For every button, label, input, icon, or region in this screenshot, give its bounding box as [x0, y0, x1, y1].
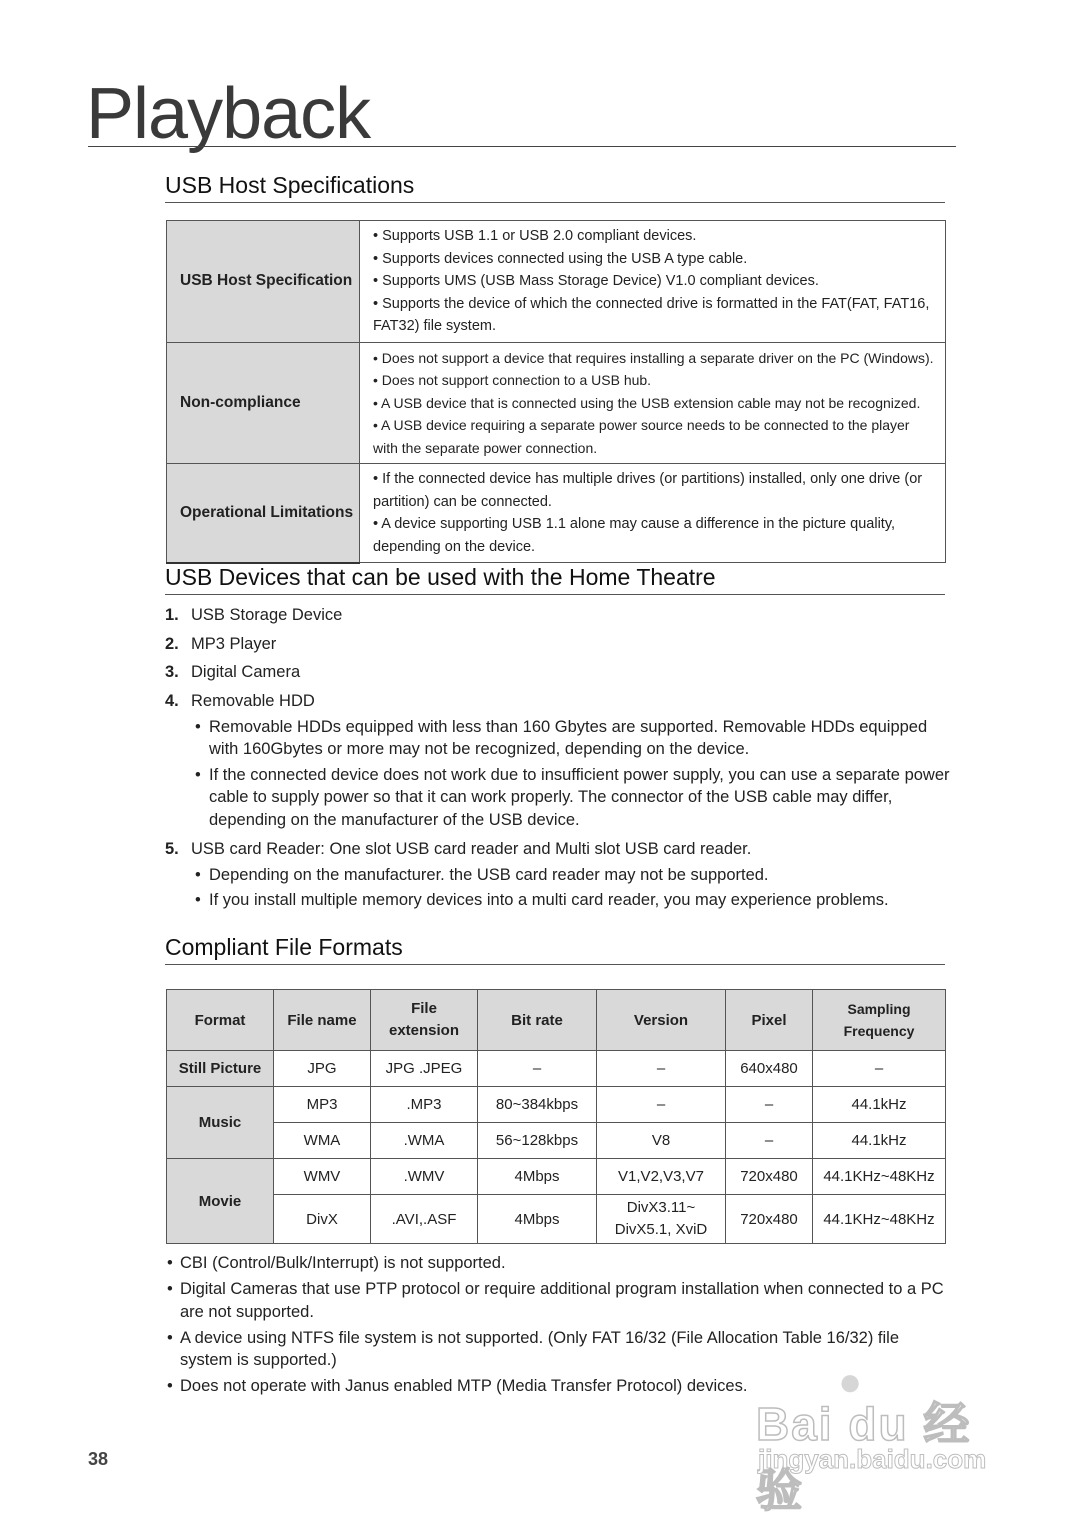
table-cell: 44.1KHz~48KHz [813, 1159, 946, 1195]
col-sampling-line: Sampling [847, 1001, 911, 1017]
table-cell: 720x480 [726, 1159, 813, 1195]
table-cell: .MP3 [371, 1087, 478, 1123]
usb-host-spec-table [166, 220, 946, 564]
list-item [165, 661, 955, 683]
devices-heading: USB Devices that can be used with the Home Theatre [165, 564, 945, 595]
table-cell: JPG [274, 1051, 371, 1087]
spec-line: • Supports devices connected using the USB A type cable. [373, 250, 748, 267]
row-label: Non-compliance [167, 342, 360, 464]
table-header-row [167, 990, 946, 1051]
note-item: • Digital Cameras that use PTP protocol or require additional program installation when connected to a PC are not supported. [165, 1278, 945, 1323]
table-cell: WMV [274, 1159, 371, 1195]
hdd-notes [191, 716, 955, 832]
baidu-watermark [756, 1360, 1006, 1516]
col-version: Version [597, 990, 726, 1051]
spec-line: • A USB device requiring a separate power source needs to be connected to the player with the separate power connection. [373, 417, 910, 456]
usb-host-heading: USB Host Specifications [165, 172, 945, 203]
list-item [165, 633, 955, 655]
table-cell [597, 1195, 726, 1244]
table-cell: – [813, 1051, 946, 1087]
table-cell: .WMV [371, 1159, 478, 1195]
category-cell: Still Picture [167, 1051, 274, 1087]
sub-note: • Depending on the manufacturer. the USB card reader may not be supported. [191, 864, 955, 887]
item-text: USB Storage Device [191, 606, 343, 624]
col-file-name: File name [274, 990, 371, 1051]
category-cell: Movie [167, 1159, 274, 1244]
table-cell: 640x480 [726, 1051, 813, 1087]
item-text: Digital Camera [191, 663, 301, 681]
chapter-rule [88, 146, 956, 147]
table-cell: WMA [274, 1123, 371, 1159]
page-number: 38 [88, 1449, 109, 1469]
table-cell: 80~384kbps [478, 1087, 597, 1123]
sub-note: • If you install multiple memory devices into a multi card reader, you may experience problems. [191, 889, 955, 912]
col-bit-rate: Bit rate [478, 990, 597, 1051]
formats-heading: Compliant File Formats [165, 934, 945, 965]
list-item [165, 604, 955, 626]
table-row [167, 1051, 946, 1087]
table-cell: – [478, 1051, 597, 1087]
note-item: • Does not operate with Janus enabled MTP (Media Transfer Protocol) devices. [165, 1375, 945, 1398]
table-row [167, 342, 946, 464]
row-label: USB Host Specification [167, 221, 360, 343]
spec-line: • Does not support a device that requires installing a separate driver on the PC (Windows). [373, 349, 934, 366]
table-cell: MP3 [274, 1087, 371, 1123]
col-sampling [813, 990, 946, 1051]
reader-notes [191, 864, 955, 912]
table-cell: V1,V2,V3,V7 [597, 1159, 726, 1195]
table-cell: 44.1kHz [813, 1123, 946, 1159]
table-cell: – [726, 1123, 813, 1159]
col-extension-line: File [411, 1000, 437, 1017]
category-cell: Music [167, 1087, 274, 1159]
spec-line: • A device supporting USB 1.1 alone may cause a difference in the picture quality, depending on the device. [373, 516, 896, 555]
spec-line: • Supports UMS (USB Mass Storage Device) V1.0 compliant devices. [373, 273, 819, 289]
table-cell: DivX [274, 1195, 371, 1244]
item-number: 4. [165, 691, 179, 710]
version-line: DivX3.11~ [626, 1199, 696, 1216]
table-cell: 4Mbps [478, 1159, 597, 1195]
table-row [167, 1195, 946, 1244]
col-extension [371, 990, 478, 1051]
item-text: MP3 Player [191, 634, 277, 653]
table-cell: .AVI,.ASF [371, 1195, 478, 1244]
table-cell: 44.1kHz [813, 1087, 946, 1123]
table-cell: .WMA [371, 1123, 478, 1159]
list-item [165, 838, 955, 912]
version-line: DivX5.1, XviD [614, 1221, 708, 1238]
item-number: 5. [165, 839, 179, 858]
table-row [167, 221, 946, 343]
item-text: USB card Reader: One slot USB card reader and Multi slot USB card reader. [191, 839, 752, 858]
list-item [165, 690, 955, 832]
table-cell: – [726, 1087, 813, 1123]
table-cell: 56~128kbps [478, 1123, 597, 1159]
spec-line: • Supports the device of which the connected drive is formatted in the FAT(FAT, FAT16, FAT32) file system. [373, 295, 930, 334]
watermark-brand: Bai du 经验 [756, 1398, 972, 1516]
table-cell: JPG .JPEG [371, 1051, 478, 1087]
table-row [167, 1123, 946, 1159]
formats-table [166, 989, 946, 1244]
item-number: 2. [165, 634, 179, 653]
table-cell: 4Mbps [478, 1195, 597, 1244]
chapter-title: Playback [86, 74, 371, 154]
item-number: 1. [165, 606, 179, 624]
spec-line: • A USB device that is connected using the USB extension cable may not be recognized. [373, 394, 921, 411]
sub-note: • Removable HDDs equipped with less than 160 Gbytes are supported. Removable HDDs equipped with 160Gbytes or more may not be recognized, depending on the device. [191, 716, 955, 761]
col-pixel: Pixel [726, 990, 813, 1051]
sub-note: • If the connected device does not work due to insufficient power supply, you can use a separate power cable to supply power so that it can work properly. The connector of the USB cable may differ, depending on the manufacturer of the USB device. [191, 764, 955, 832]
watermark-url: jingyan.baidu.com [758, 1444, 987, 1474]
spec-line: • Does not support connection to a USB hub. [373, 372, 652, 388]
devices-list [165, 604, 955, 918]
table-cell: V8 [597, 1123, 726, 1159]
col-sampling-line: Frequency [843, 1023, 915, 1039]
item-text: Removable HDD [191, 691, 315, 710]
row-content [360, 342, 946, 464]
table-row [167, 464, 946, 563]
item-number: 3. [165, 663, 179, 681]
table-cell: – [597, 1087, 726, 1123]
row-content [360, 464, 946, 563]
paw-icon: ● [838, 1360, 863, 1404]
table-cell: 44.1KHz~48KHz [813, 1195, 946, 1244]
col-extension-line: extension [388, 1022, 460, 1039]
col-format: Format [167, 990, 274, 1051]
table-row [167, 1159, 946, 1195]
table-cell: – [597, 1051, 726, 1087]
spec-line: • Supports USB 1.1 or USB 2.0 compliant devices. [373, 228, 697, 244]
note-item: • CBI (Control/Bulk/Interrupt) is not supported. [165, 1252, 945, 1275]
row-content [360, 221, 946, 343]
table-cell: 720x480 [726, 1195, 813, 1244]
note-item: • A device using NTFS file system is not supported. (Only FAT 16/32 (File Allocation Table 16/32) file system is supported.) [165, 1327, 945, 1372]
table-row [167, 1087, 946, 1123]
spec-line: • If the connected device has multiple drives (or partitions) installed, only one drive (or partition) can be connected. [373, 471, 923, 510]
row-label: Operational Limitations [167, 464, 360, 563]
